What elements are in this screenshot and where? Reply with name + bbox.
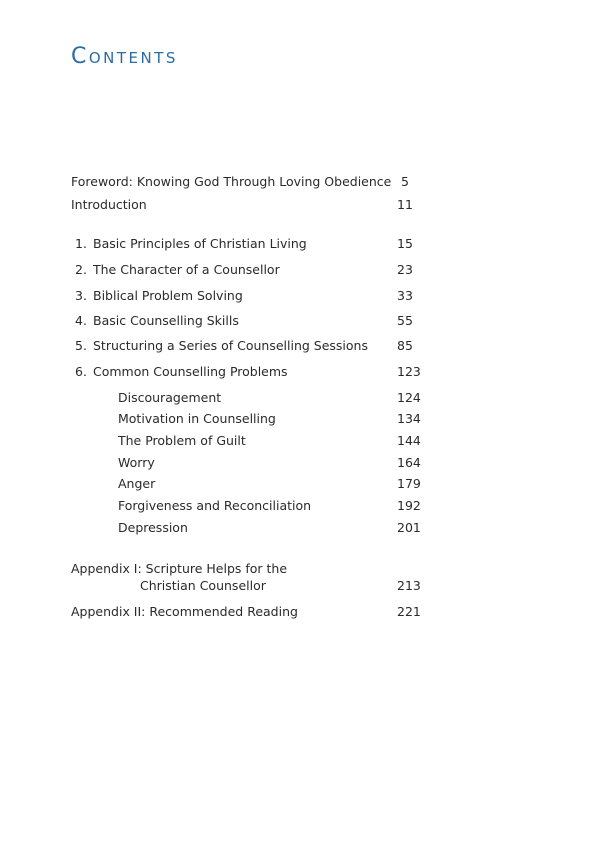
toc-page-number: 33 bbox=[397, 288, 413, 303]
chapter-number: 3. bbox=[75, 288, 87, 303]
chapter-title: Basic Principles of Christian Living bbox=[93, 236, 307, 251]
chapter-title: Structuring a Series of Counselling Sessions bbox=[93, 338, 368, 353]
appendix-title: Appendix I: Scripture Helps for the bbox=[71, 561, 288, 576]
subsection-title: Forgiveness and Reconciliation bbox=[118, 498, 312, 513]
chapter-number: 6. bbox=[75, 364, 87, 379]
toc-page-number: 221 bbox=[397, 604, 421, 619]
chapter-number: 2. bbox=[75, 262, 87, 277]
toc-page-number: 15 bbox=[397, 236, 413, 251]
toc-page-number: 144 bbox=[397, 433, 421, 448]
subsection-title: Motivation in Counselling bbox=[118, 411, 276, 426]
subsection-title: Depression bbox=[118, 520, 188, 535]
toc-entry-title: Introduction bbox=[71, 197, 147, 212]
chapter-number: 5. bbox=[75, 338, 87, 353]
chapter-number: 1. bbox=[75, 236, 87, 251]
toc-page-number: 192 bbox=[397, 498, 421, 513]
chapter-title: Basic Counselling Skills bbox=[93, 313, 239, 328]
chapter-title: Biblical Problem Solving bbox=[93, 288, 243, 303]
chapter-number: 4. bbox=[75, 313, 87, 328]
appendix-title-continued: Christian Counsellor bbox=[140, 578, 266, 593]
subsection-title: Anger bbox=[118, 476, 156, 491]
toc-page-number: 124 bbox=[397, 390, 421, 405]
appendix-title: Appendix II: Recommended Reading bbox=[71, 604, 298, 619]
toc-page-number: 55 bbox=[397, 313, 413, 328]
page-title: Contents bbox=[71, 44, 178, 69]
toc-page-number: 123 bbox=[397, 364, 421, 379]
toc-page-number: 5 bbox=[401, 174, 409, 189]
toc-page-number: 213 bbox=[397, 578, 421, 593]
chapter-title: The Character of a Counsellor bbox=[93, 262, 280, 277]
chapter-title: Common Counselling Problems bbox=[93, 364, 288, 379]
toc-page-number: 23 bbox=[397, 262, 413, 277]
toc-page-number: 201 bbox=[397, 520, 421, 535]
subsection-title: Discouragement bbox=[118, 390, 222, 405]
toc-page-number: 85 bbox=[397, 338, 413, 353]
toc-page-number: 164 bbox=[397, 455, 421, 470]
subsection-title: Worry bbox=[118, 455, 155, 470]
toc-page-number: 11 bbox=[397, 197, 413, 212]
toc-page-number: 134 bbox=[397, 411, 421, 426]
toc-entry-title: Foreword: Knowing God Through Loving Obedience bbox=[71, 174, 392, 189]
subsection-title: The Problem of Guilt bbox=[118, 433, 246, 448]
toc-page-number: 179 bbox=[397, 476, 421, 491]
